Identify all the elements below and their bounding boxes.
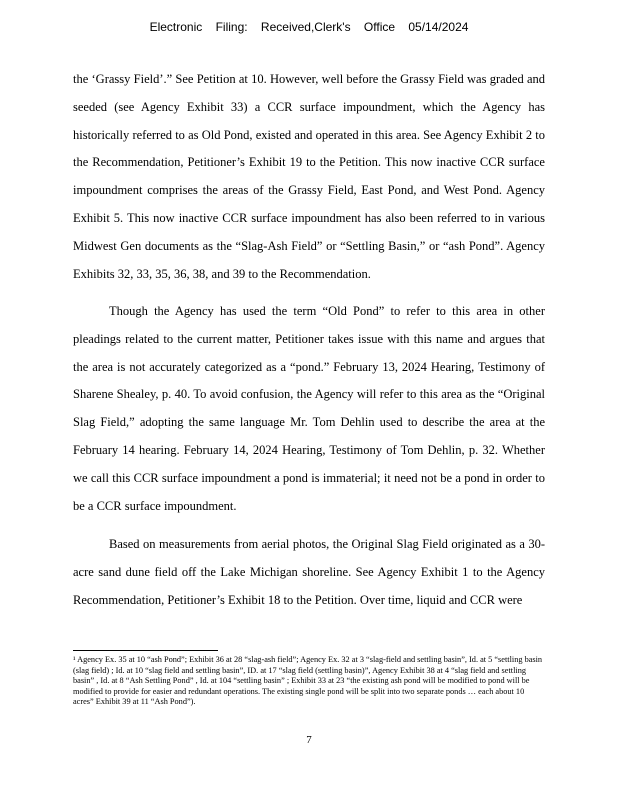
footnote-1: ¹ Agency Ex. 35 at 10 “ash Pond”; Exhibit 36 at 28 “slag-ash field”; Agency Ex. 32 at 3 “slag-field and settling basin”, Id. at 5 “settling basin (slag field) ; Id. at 10 “slag field and settling basin”, ID. at 17 “slag field (settling basin)”, Agency Exhibit 38 at 4 “slag field and settling basin” , Id. at 8 “Ash Settling Pond” , Id. at 104 “settling basin” ; Exhibit 33 at 23 “the existing ash pond will be modified to pond will be modified to provide for easier and redundant operations. The existing single pond will be split into two separate ponds … each about 10 acres” Exhibit 39 at 11 “Ash Pond”). [73,655,543,707]
body-paragraph-3: Based on measurements from aerial photos, the Original Slag Field originated as a 30-acre sand dune field off the Lake Michigan shoreline. See Agency Exhibit 1 to the Agency Recommendation, Petitioner’s Exhibit 18 to the Petition. Over time, liquid and CCR were [73,537,545,607]
body-paragraph-2: Though the Agency has used the term “Old Pond” to refer to this area in other pleadings related to the current matter, Petitioner takes issue with this name and argues that the area is not accurately categorized as a “pond.” February 13, 2024 Hearing, Testimony of Sharene Shealey, p. 40. To avoid confusion, the Agency will refer to this area as the “Original Slag Field,” adopting the same language Mr. Tom Dehlin used to describe the area at the February 14 hearing. February 14, 2024 Hearing, Testimony of Tom Dehlin, p. 32. Whether we call this CCR surface impoundment a pond is immaterial; it need not be a pond in order to be a CCR surface impoundment. [73,304,545,513]
filing-header: Electronic Filing: Received,Clerk's Office 05/14/2024 [149,20,469,34]
footnote-divider [73,650,218,651]
page-number: 7 [306,734,312,746]
body-paragraph-1: the ‘Grassy Field’.” See Petition at 10. However, well before the Grassy Field was graded and seeded (see Agency Exhibit 33) a CCR surface impoundment, which the Agency has historically referred to as Old Pond, existed and operated in this area. See Agency Exhibit 2 to the Recommendation, Petitioner’s Exhibit 19 to the Petition. This now inactive CCR surface impoundment comprises the areas of the Grassy Field, East Pond, and West Pond. Agency Exhibit 5. This now inactive CCR surface impoundment has also been referred to in various Midwest Gen documents as the “Slag-Ash Field” or “Settling Basin,” or “ash Pond”. Agency Exhibits 32, 33, 35, 36, 38, and 39 to the Recommendation. [73,72,545,281]
